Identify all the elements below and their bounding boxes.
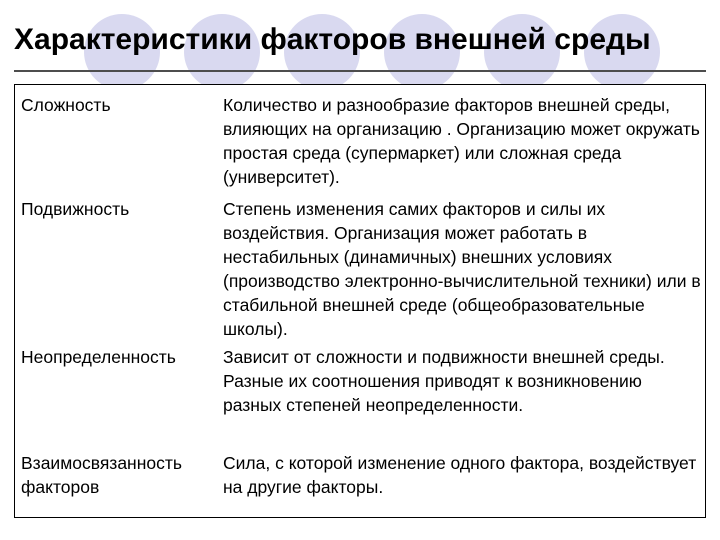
table-row xyxy=(15,197,705,341)
description-cell: Зависит от сложности и подвижности внешней среды. Разные их соотношения приводят к возникновению разных степеней неопределенности. xyxy=(223,347,665,415)
term-cell: Неопределенность xyxy=(21,347,176,367)
title-divider xyxy=(14,70,706,72)
table-row xyxy=(15,345,705,417)
term-cell: Подвижность xyxy=(21,199,130,219)
table-row xyxy=(15,451,705,499)
description-cell: Степень изменения самих факторов и силы их воздействия. Организация может работать в нестабильных (динамичных) внешних условиях (производство электронно-вычислительной техники) или в стабильной внешней среде (общеобразовательные школы). xyxy=(223,199,701,339)
description-cell: Сила, с которой изменение одного фактора, воздействует на другие факторы. xyxy=(223,453,697,497)
table-row xyxy=(15,93,705,189)
page-title: Характеристики факторов внешней среды xyxy=(14,23,651,56)
term-cell: Сложность xyxy=(21,95,111,115)
description-cell: Количество и разнообразие факторов внешней среды, влияющих на организацию . Организацию может окружать простая среда (супермаркет) или сложная среда (университет). xyxy=(223,95,700,187)
characteristics-table xyxy=(14,84,706,518)
term-cell: Взаимосвязанность факторов xyxy=(21,453,182,497)
